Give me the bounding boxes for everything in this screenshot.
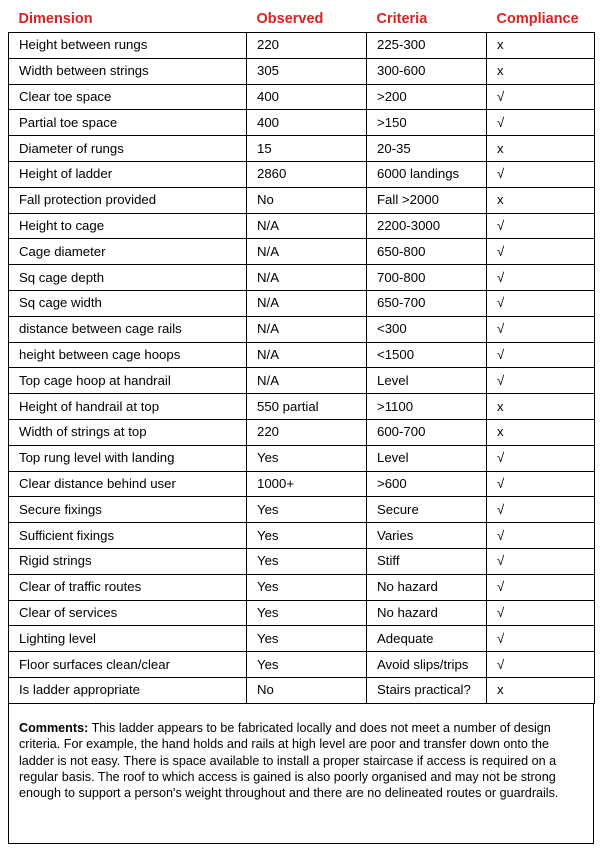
compliance-mark: √ bbox=[487, 471, 595, 497]
dimension-cell: Clear of services bbox=[9, 600, 247, 626]
dimension-cell: Clear distance behind user bbox=[9, 471, 247, 497]
observed-cell: No bbox=[247, 187, 367, 213]
observed-cell: Yes bbox=[247, 652, 367, 678]
criteria-cell: Avoid slips/trips bbox=[367, 652, 487, 678]
table-row bbox=[9, 265, 595, 291]
criteria-cell: 2200-3000 bbox=[367, 213, 487, 239]
criteria-cell: Level bbox=[367, 368, 487, 394]
table-row bbox=[9, 574, 595, 600]
dimension-cell: Height of ladder bbox=[9, 161, 247, 187]
observed-cell: 1000+ bbox=[247, 471, 367, 497]
criteria-cell: Varies bbox=[367, 523, 487, 549]
criteria-cell: Stairs practical? bbox=[367, 677, 487, 703]
observed-cell: N/A bbox=[247, 368, 367, 394]
observed-cell: Yes bbox=[247, 497, 367, 523]
criteria-cell: Level bbox=[367, 445, 487, 471]
table-row bbox=[9, 84, 595, 110]
header-dimension: Dimension bbox=[18, 11, 93, 27]
dimension-cell: Is ladder appropriate bbox=[9, 677, 247, 703]
table-row bbox=[9, 58, 595, 84]
compliance-mark: √ bbox=[487, 497, 595, 523]
table-row bbox=[9, 419, 595, 445]
table-row bbox=[9, 239, 595, 265]
observed-cell: Yes bbox=[247, 626, 367, 652]
observed-cell: Yes bbox=[247, 523, 367, 549]
observed-cell: 220 bbox=[247, 33, 367, 59]
table-row bbox=[9, 523, 595, 549]
criteria-cell: 600-700 bbox=[367, 419, 487, 445]
comments-text: This ladder appears to be fabricated locally and does not meet a number of design criteria. For example, the hand holds and rails at high level are poor and transfer down onto the ladder is not easy. There is space available to install a proper staircase if access is required on a regular basis. The roof to which access is gained is also poorly organised and may not be strong enough to support a person's weight throughout and there are no delineated routes or guardrails. bbox=[19, 720, 559, 801]
table-row bbox=[9, 600, 595, 626]
table-row bbox=[9, 626, 595, 652]
dimension-cell: Sq cage width bbox=[9, 290, 247, 316]
criteria-cell: 700-800 bbox=[367, 265, 487, 291]
dimension-cell: Clear of traffic routes bbox=[9, 574, 247, 600]
observed-cell: N/A bbox=[247, 213, 367, 239]
observed-cell: 305 bbox=[247, 58, 367, 84]
criteria-cell: 225-300 bbox=[367, 33, 487, 59]
table-row bbox=[9, 161, 595, 187]
criteria-cell: 300-600 bbox=[367, 58, 487, 84]
compliance-mark: √ bbox=[487, 290, 595, 316]
dimension-cell: height between cage hoops bbox=[9, 342, 247, 368]
compliance-mark: √ bbox=[487, 626, 595, 652]
compliance-mark: x bbox=[487, 419, 595, 445]
observed-cell: N/A bbox=[247, 239, 367, 265]
dimension-cell: Top cage hoop at handrail bbox=[9, 368, 247, 394]
criteria-cell: No hazard bbox=[367, 600, 487, 626]
compliance-mark: x bbox=[487, 187, 595, 213]
compliance-mark: √ bbox=[487, 316, 595, 342]
header-row bbox=[9, 6, 595, 33]
compliance-mark: √ bbox=[487, 574, 595, 600]
table-header bbox=[9, 6, 595, 33]
compliance-mark: x bbox=[487, 136, 595, 162]
compliance-mark: √ bbox=[487, 213, 595, 239]
criteria-cell: Stiff bbox=[367, 548, 487, 574]
dimension-cell: Width between strings bbox=[9, 58, 247, 84]
dimension-cell: Sufficient fixings bbox=[9, 523, 247, 549]
observed-cell: Yes bbox=[247, 548, 367, 574]
ladder-assessment-table bbox=[8, 6, 595, 704]
table-row bbox=[9, 136, 595, 162]
criteria-cell: Adequate bbox=[367, 626, 487, 652]
compliance-mark: √ bbox=[487, 110, 595, 136]
observed-cell: N/A bbox=[247, 342, 367, 368]
table-row bbox=[9, 548, 595, 574]
compliance-mark: x bbox=[487, 394, 595, 420]
table-row bbox=[9, 677, 595, 703]
compliance-mark: √ bbox=[487, 84, 595, 110]
compliance-mark: x bbox=[487, 33, 595, 59]
table-row bbox=[9, 652, 595, 678]
dimension-cell: Diameter of rungs bbox=[9, 136, 247, 162]
compliance-mark: √ bbox=[487, 445, 595, 471]
compliance-mark: x bbox=[487, 677, 595, 703]
criteria-cell: >200 bbox=[367, 84, 487, 110]
observed-cell: N/A bbox=[247, 290, 367, 316]
table-row bbox=[9, 394, 595, 420]
criteria-cell: Secure bbox=[367, 497, 487, 523]
compliance-mark: √ bbox=[487, 161, 595, 187]
dimension-cell: Partial toe space bbox=[9, 110, 247, 136]
dimension-cell: distance between cage rails bbox=[9, 316, 247, 342]
compliance-mark: x bbox=[487, 58, 595, 84]
compliance-mark: √ bbox=[487, 265, 595, 291]
criteria-cell: No hazard bbox=[367, 574, 487, 600]
dimension-cell: Clear toe space bbox=[9, 84, 247, 110]
dimension-cell: Height of handrail at top bbox=[9, 394, 247, 420]
criteria-cell: <1500 bbox=[367, 342, 487, 368]
observed-cell: N/A bbox=[247, 265, 367, 291]
compliance-mark: √ bbox=[487, 652, 595, 678]
criteria-cell: >1100 bbox=[367, 394, 487, 420]
header-observed: Observed bbox=[256, 11, 324, 27]
dimension-cell: Cage diameter bbox=[9, 239, 247, 265]
dimension-cell: Height between rungs bbox=[9, 33, 247, 59]
dimension-cell: Rigid strings bbox=[9, 548, 247, 574]
table-row bbox=[9, 445, 595, 471]
ladder-assessment-sheet bbox=[8, 6, 594, 844]
criteria-cell: 650-700 bbox=[367, 290, 487, 316]
criteria-cell: >600 bbox=[367, 471, 487, 497]
criteria-cell: Fall >2000 bbox=[367, 187, 487, 213]
observed-cell: 400 bbox=[247, 84, 367, 110]
comments-box bbox=[8, 704, 594, 844]
dimension-cell: Top rung level with landing bbox=[9, 445, 247, 471]
observed-cell: Yes bbox=[247, 600, 367, 626]
table-row bbox=[9, 342, 595, 368]
compliance-mark: √ bbox=[487, 368, 595, 394]
table-row bbox=[9, 290, 595, 316]
observed-cell: 2860 bbox=[247, 161, 367, 187]
dimension-cell: Lighting level bbox=[9, 626, 247, 652]
observed-cell: 220 bbox=[247, 419, 367, 445]
table-row bbox=[9, 110, 595, 136]
observed-cell: Yes bbox=[247, 445, 367, 471]
criteria-cell: 650-800 bbox=[367, 239, 487, 265]
table-row bbox=[9, 497, 595, 523]
dimension-cell: Secure fixings bbox=[9, 497, 247, 523]
criteria-cell: <300 bbox=[367, 316, 487, 342]
criteria-cell: 6000 landings bbox=[367, 161, 487, 187]
compliance-mark: √ bbox=[487, 342, 595, 368]
observed-cell: No bbox=[247, 677, 367, 703]
table-row bbox=[9, 33, 595, 59]
observed-cell: 400 bbox=[247, 110, 367, 136]
criteria-cell: 20-35 bbox=[367, 136, 487, 162]
table-row bbox=[9, 187, 595, 213]
table-row bbox=[9, 368, 595, 394]
observed-cell: 550 partial bbox=[247, 394, 367, 420]
compliance-mark: √ bbox=[487, 239, 595, 265]
criteria-cell: >150 bbox=[367, 110, 487, 136]
table-row bbox=[9, 316, 595, 342]
observed-cell: N/A bbox=[247, 316, 367, 342]
table-body bbox=[9, 33, 595, 704]
observed-cell: Yes bbox=[247, 574, 367, 600]
dimension-cell: Height to cage bbox=[9, 213, 247, 239]
dimension-cell: Sq cage depth bbox=[9, 265, 247, 291]
table-row bbox=[9, 471, 595, 497]
observed-cell: 15 bbox=[247, 136, 367, 162]
dimension-cell: Fall protection provided bbox=[9, 187, 247, 213]
compliance-mark: √ bbox=[487, 548, 595, 574]
dimension-cell: Floor surfaces clean/clear bbox=[9, 652, 247, 678]
compliance-mark: √ bbox=[487, 600, 595, 626]
compliance-mark: √ bbox=[487, 523, 595, 549]
comments-label: Comments: bbox=[19, 720, 89, 735]
header-compliance: Compliance bbox=[496, 11, 579, 27]
dimension-cell: Width of strings at top bbox=[9, 419, 247, 445]
header-criteria: Criteria bbox=[376, 11, 428, 27]
table-row bbox=[9, 213, 595, 239]
